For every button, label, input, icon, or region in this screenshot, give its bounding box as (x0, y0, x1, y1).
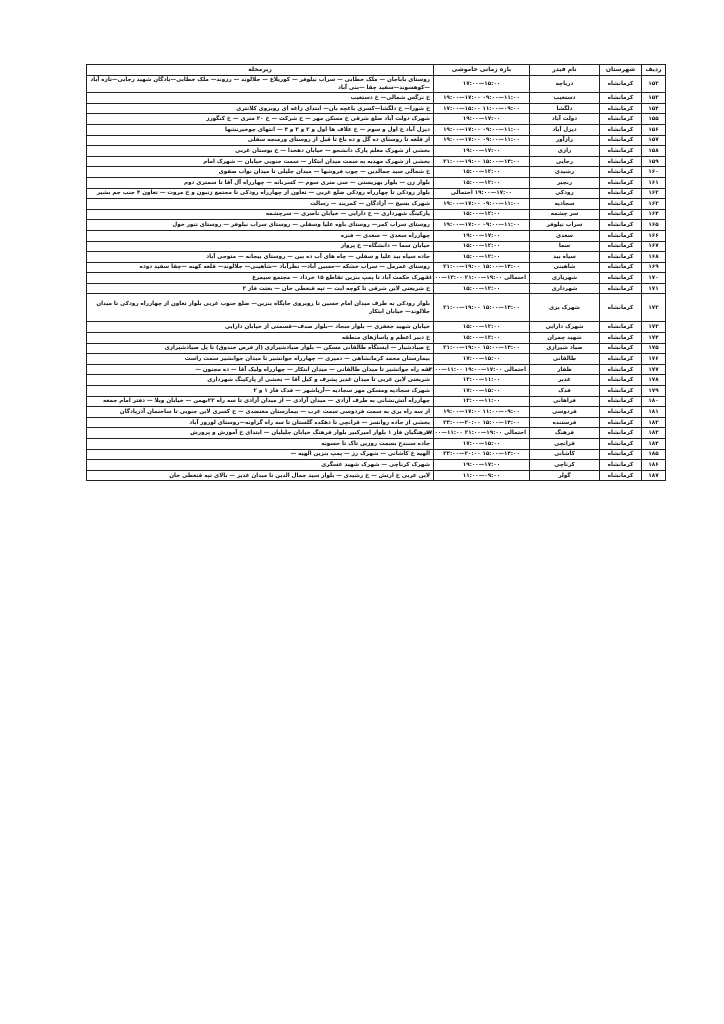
cell-city: کرمانشاه (600, 262, 642, 273)
cell-row-number: ۱۸۳ (642, 428, 666, 439)
cell-city: کرمانشاه (600, 343, 642, 354)
cell-time-range: ۱۲:۰۰—۱۵:۰۰ (434, 177, 530, 188)
cell-area: دیزل آباد خ اول و سوم — خ علاف ها اول و ۲ و ۳ و ۴ — انتهای چوخبرنشها (87, 124, 434, 135)
table-row (87, 103, 666, 114)
cell-area: شهرک سجادیه ومسکن مهر سجادیه —آریاشهر — فدک فاز ۱ و ۲ (87, 386, 434, 397)
cell-time-range: ۱۲:۰۰—۱۵:۰۰ (434, 167, 530, 178)
cell-time-range: ۰۹:۰۰—۱۱:۰۰ ۱۷:۰۰—۱۹:۰۰ (434, 407, 530, 418)
cell-city: کرمانشاه (600, 156, 642, 167)
cell-city: کرمانشاه (600, 209, 642, 220)
cell-time-range: ۱۱:۰۰—۰۹:۰۰ ۱۷:۰۰—۱۹:۰۰ (434, 220, 530, 231)
cell-time-range: ۱۷:۰۰—۱۹:۰۰ (434, 230, 530, 241)
table-row (87, 354, 666, 365)
table-row (87, 156, 666, 167)
cell-feeder: صیاد شیرازی (530, 343, 600, 354)
header-row-number: ردیف (642, 65, 666, 76)
cell-time-range: ۱۷:۰۰—۱۹:۰۰ (434, 114, 530, 125)
header-time-range: بازه زمانی خاموشی (434, 65, 530, 76)
cell-feeder: دلگشا (530, 103, 600, 114)
cell-city: کرمانشاه (600, 407, 642, 418)
cell-row-number: ۱۷۷ (642, 364, 666, 375)
cell-area: بخشی از شهرک معلم پارک دانشجو — خیابان دهخدا — خ بوستان غربی (87, 146, 434, 157)
cell-row-number: ۱۶۶ (642, 230, 666, 241)
cell-row-number: ۱۶۷ (642, 241, 666, 252)
cell-city: کرمانشاه (600, 396, 642, 407)
table-row (87, 220, 666, 231)
cell-city: کرمانشاه (600, 449, 642, 460)
cell-time-range: ۱۴:۰۰—۱۵:۰۰ ۱۹:۰۰—۲۱:۰۰ (434, 343, 530, 354)
cell-time-range: احتمالی ۱۷:۰۰—۱۹:۰۰ ۱۱:۰۰—۱۳:۰۰ (434, 364, 530, 375)
cell-feeder: دریاچه (530, 76, 600, 93)
cell-area: بخشی از شهرک مهدیه به سمت میدان ابتکار — سمت جنوبی خیابان — شهرک امام (87, 156, 434, 167)
table-row (87, 407, 666, 418)
cell-time-range: ۱۴:۰۰—۱۵:۰۰ ۲۰:۰۰—۲۳:۰۰ (434, 449, 530, 460)
cell-feeder: دستغیب (530, 93, 600, 104)
cell-row-number: ۱۷۴ (642, 333, 666, 344)
cell-row-number: ۱۸۶ (642, 460, 666, 471)
cell-time-range: ۰۹:۰۰—۱۱:۰۰ ۱۵:۰۰—۱۷:۰۰ (434, 103, 530, 114)
cell-feeder: شهرک دارایی (530, 322, 600, 333)
cell-feeder: ظفار (530, 364, 600, 375)
table-row (87, 470, 666, 481)
table-row (87, 135, 666, 146)
cell-feeder: رودکی (530, 188, 600, 199)
cell-feeder: شهید چمران (530, 333, 600, 344)
cell-time-range: ۱۱:۰۰—۱۳:۰۰ (434, 396, 530, 407)
table-row (87, 273, 666, 284)
cell-row-number: ۱۵۷ (642, 135, 666, 146)
cell-feeder: فرستنده (530, 417, 600, 428)
table-row (87, 417, 666, 428)
cell-time-range: ۱۵:۰۰—۱۷:۰۰ (434, 76, 530, 93)
cell-area: جاده سنندج بسمت روزین تاک تا حسونه (87, 439, 434, 450)
cell-feeder: شاهینی (530, 262, 600, 273)
cell-city: کرمانشاه (600, 167, 642, 178)
cell-time-range: ۱۵:۰۰—۱۷:۰۰ (434, 439, 530, 450)
table-row (87, 167, 666, 178)
cell-feeder: سما (530, 241, 600, 252)
cell-area: بیمارستان محمد کرمانشاهی — دمیری — چهارراه جوانشیر تا میدان جوانشیر سمت راست (87, 354, 434, 365)
cell-row-number: ۱۵۹ (642, 156, 666, 167)
cell-area: خ دبیر اعظم و پاساژهای منطقه (87, 333, 434, 344)
cell-area: بلوار رودکی به طرف میدان امام حسین تا روبروی جایگاه بنزین— ضلع جنوب غربی بلوار تعاون از چهارراه رودکی تا میدان جلالوند— خیابان ابتکار (87, 294, 434, 322)
cell-area: خ شمالی سید جمالدین — چوب فروشها — میدان جلیلی تا میدان نواب صفوی (87, 167, 434, 178)
cell-row-number: ۱۵۸ (642, 146, 666, 157)
cell-area: خ شریعتی لاین شرقی تا کوچه ایت — تپه قنعطی خان — بعثت فاز ۲ (87, 283, 434, 294)
cell-row-number: ۱۶۳ (642, 199, 666, 210)
cell-row-number: ۱۶۹ (642, 262, 666, 273)
cell-area: شهرک بسیج — آزادگان — کمربند — رسالت (87, 199, 434, 210)
cell-row-number: ۱۸۲ (642, 417, 666, 428)
cell-area: خ شورا— خ دلگشا—کسری باغچه بان— ابتدای زاغه ای روبروی کلانتری (87, 103, 434, 114)
cell-time-range: ۱۷:۰۰—۱۹:۰۰ (434, 460, 530, 471)
table-row (87, 146, 666, 157)
table-row (87, 364, 666, 375)
cell-row-number: ۱۷۵ (642, 343, 666, 354)
cell-city: کرمانشاه (600, 252, 642, 263)
header-feeder: نام فیدر (530, 65, 600, 76)
cell-feeder: قزانچی (530, 439, 600, 450)
cell-feeder: شهرک بزی (530, 294, 600, 322)
cell-feeder: شهریاری (530, 273, 600, 284)
cell-feeder: رازی (530, 146, 600, 157)
cell-time-range: احتمالی ۱۹:۰۰—۲۱:۰۰ ۱۳:۰۰—۱۱:۰۰ (434, 273, 530, 284)
cell-city: کرمانشاه (600, 188, 642, 199)
table-row (87, 76, 666, 93)
table-row (87, 294, 666, 322)
cell-time-range: ۱۴:۰۰—۱۵:۰۰ ۱۹:۰۰—۲۱:۰۰ (434, 156, 530, 167)
cell-city: کرمانشاه (600, 241, 642, 252)
cell-time-range: ۱۲:۰۰—۱۵:۰۰ (434, 209, 530, 220)
cell-city: کرمانشاه (600, 177, 642, 188)
cell-area: خ صیادشیار — ایستگاه طالقانی مسکن — بلوار صیادشیرازی (از فرص خندوق) تا پل صیادشیرازی (87, 343, 434, 354)
cell-area: بلوار زن — بلوار بهزیستی — سی متری سوم — کسرنانه — چهارراه آل آقا تا سمتری دوم (87, 177, 434, 188)
cell-feeder: سجادیه (530, 199, 600, 210)
header-area: زیرمحله (87, 65, 434, 76)
header-city: شهرستان (600, 65, 642, 76)
table-row (87, 230, 666, 241)
table-row (87, 241, 666, 252)
cell-area: پارکینگ شهرداری — خ دارایی — خیابان ناصری — سرچشمه (87, 209, 434, 220)
cell-feeder: رازآور (530, 135, 600, 146)
cell-city: کرمانشاه (600, 199, 642, 210)
cell-feeder: رشیدی (530, 167, 600, 178)
cell-area: خیابان شهید جعفری — بلوار سجاد —بلوار صدف—قسمتی از خیابان دارایی (87, 322, 434, 333)
cell-city: کرمانشاه (600, 273, 642, 284)
cell-area: شهرک کرناچی — شهرک شهید عسگری (87, 460, 434, 471)
cell-row-number: ۱۶۱ (642, 177, 666, 188)
cell-row-number: ۱۸۰ (642, 396, 666, 407)
cell-row-number: ۱۷۲ (642, 294, 666, 322)
cell-row-number: ۱۷۰ (642, 273, 666, 284)
cell-time-range: ۱۴:۰۰—۱۵:۰۰ ۲۰:۰۰—۲۳:۰۰ (434, 417, 530, 428)
cell-time-range: ۱۴:۰۰—۱۵:۰۰ ۱۹:۰۰—۲۱:۰۰ (434, 294, 530, 322)
cell-row-number: ۱۶۸ (642, 252, 666, 263)
table-row (87, 199, 666, 210)
cell-city: کرمانشاه (600, 386, 642, 397)
cell-feeder: دیزل آباد (530, 124, 600, 135)
cell-city: کرمانشاه (600, 76, 642, 93)
cell-city: کرمانشاه (600, 417, 642, 428)
cell-area: چهارراه آتش‌نشانی به طرف آزادی — میدان آزادی — از میدان آزادی تا سه راه ۲۲بهمن — خیابان ویلا — دفتر امام جمعه (87, 396, 434, 407)
cell-time-range: ۱۱:۰۰—۰۹:۰۰ ۱۷:۰۰—۱۹:۰۰ (434, 199, 530, 210)
table-row (87, 333, 666, 344)
cell-feeder: رجایی (530, 156, 600, 167)
cell-row-number: ۱۶۲ (642, 188, 666, 199)
cell-city: کرمانشاه (600, 103, 642, 114)
cell-area: چهارراه سعدی — سعدی — فنزه (87, 230, 434, 241)
cell-feeder: طالقانی (530, 354, 600, 365)
cell-area: بخشی از جاده روانسر — قزانچی تا دهکده گلستان تا سه راه گراونه—روستای لورور آباد (87, 417, 434, 428)
cell-city: کرمانشاه (600, 364, 642, 375)
cell-feeder: کرناچی (530, 460, 600, 471)
cell-row-number: ۱۵۲ (642, 76, 666, 93)
cell-row-number: ۱۷۹ (642, 386, 666, 397)
cell-area: خیابان سما — دانشگاه— خ پرواز (87, 241, 434, 252)
cell-city: کرمانشاه (600, 294, 642, 322)
cell-area: لاین غربی خ ارتش — خ رشیدی — بلوار سید جمال الدین تا میدان غدیر — بالای تپه قنعطی خان (87, 470, 434, 481)
cell-city: کرمانشاه (600, 439, 642, 450)
cell-row-number: ۱۶۰ (642, 167, 666, 178)
cell-city: کرمانشاه (600, 114, 642, 125)
cell-area: روستای باباجان — ملک خطابی — سراب نیلوفر — کوریلاغ — جلالوند — رزوند— ملک خطابی—بادگان شهید رجایی—تازه آباد—کوهسوند—سفید چقا —بنی آباد (87, 76, 434, 93)
cell-feeder: دولت آباد (530, 114, 600, 125)
cell-row-number: ۱۵۶ (642, 124, 666, 135)
cell-time-range: ۱۵:۰۰—۱۷:۰۰ (434, 354, 530, 365)
cell-time-range: ۱۱:۰۰—۱۳:۰۰ (434, 375, 530, 386)
cell-area: سه راه جوانشیر تا میدان طالقانی — میدان ابتکار — چهارراه ولیک آقا — ده مجنون — (87, 364, 434, 375)
cell-row-number: ۱۶۴ (642, 209, 666, 220)
table-row (87, 428, 666, 439)
cell-feeder: سراب نیلوفر (530, 220, 600, 231)
table-header-row (87, 65, 666, 76)
cell-row-number: ۱۸۵ (642, 449, 666, 460)
cell-feeder: فرهنگ (530, 428, 600, 439)
table-row (87, 375, 666, 386)
cell-area: شهرک دولت آباد ضلع شرقی خ مسکن مهر — خ شرکت — خ ۲۰ متری — خ کنگورز (87, 114, 434, 125)
cell-area: جاده سیاه بید علیا و سفلی — چاه های آب ده بین — روستای بیجانه — متوجی آباد (87, 252, 434, 263)
cell-area: فرهنگیان فاز ۱ بلوار امیرکبیر بلوار فرهنگ خیابان جلیلیان — ابتدای خ آموزش و پرورش (87, 428, 434, 439)
cell-area: روستای سراب کمر— روستای باوه علیا وسفلی — روستای سراب نیلوفر — روستای تنور خول (87, 220, 434, 231)
cell-time-range: ۱۱:۰۰—۰۹:۰۰ ۱۷:۰۰—۱۹:۰۰ (434, 93, 530, 104)
cell-row-number: ۱۸۴ (642, 439, 666, 450)
cell-city: کرمانشاه (600, 460, 642, 471)
cell-row-number: ۱۵۵ (642, 114, 666, 125)
cell-row-number: ۱۷۱ (642, 283, 666, 294)
cell-city: کرمانشاه (600, 230, 642, 241)
cell-city: کرمانشاه (600, 333, 642, 344)
blackout-schedule-table (86, 64, 666, 481)
cell-row-number: ۱۵۴ (642, 103, 666, 114)
cell-area: شهرک حکمت آباد تا پمپ بنزین تقاطع ۱۵ خرداد — مجتمع سیمرغ (87, 273, 434, 284)
cell-city: کرمانشاه (600, 354, 642, 365)
table-row (87, 460, 666, 471)
cell-city: کرمانشاه (600, 322, 642, 333)
table-row (87, 343, 666, 354)
cell-time-range: ۱۷:۰۰—۱۹:۰۰ احتمالی (434, 188, 530, 199)
cell-city: کرمانشاه (600, 375, 642, 386)
cell-feeder: کاشانی (530, 449, 600, 460)
table-row (87, 188, 666, 199)
cell-time-range: ۱۲:۰۰—۱۵:۰۰ (434, 241, 530, 252)
table-row (87, 386, 666, 397)
cell-area: الهیه خ کاشانی — شهرک رز — پمپ بنزین الهیه — (87, 449, 434, 460)
cell-row-number: ۱۸۷ (642, 470, 666, 481)
cell-feeder: فدک (530, 386, 600, 397)
cell-time-range: ۱۵:۰۰—۱۷:۰۰ (434, 386, 530, 397)
cell-city: کرمانشاه (600, 220, 642, 231)
cell-feeder: سر چشمه (530, 209, 600, 220)
cell-row-number: ۱۷۸ (642, 375, 666, 386)
table-row (87, 252, 666, 263)
cell-feeder: غدیر (530, 375, 600, 386)
cell-feeder: گولر (530, 470, 600, 481)
table-body (87, 76, 666, 481)
cell-row-number: ۱۷۶ (642, 354, 666, 365)
cell-area: شریعتی لاین غربی تا میدان غدیر پشرف و کیل آقا — بخشی از پارکینگ شهرداری (87, 375, 434, 386)
cell-area: خ نرگس شمالی— خ دستغیب (87, 93, 434, 104)
cell-feeder: رنجبر (530, 177, 600, 188)
cell-time-range: ۱۴:۰۰—۱۵:۰۰ ۱۹:۰۰—۲۱:۰۰ (434, 262, 530, 273)
cell-city: کرمانشاه (600, 135, 642, 146)
cell-feeder: سعدی (530, 230, 600, 241)
table-row (87, 449, 666, 460)
cell-time-range: ۱۱:۰۰—۰۹:۰۰ ۱۷:۰۰—۱۹:۰۰ (434, 135, 530, 146)
cell-time-range: ۱۲:۰۰—۱۵:۰۰ (434, 333, 530, 344)
cell-city: کرمانشاه (600, 124, 642, 135)
cell-area: روستای غمرمل — سراب خشکه —حسین آباد— نظرآباد —شاهینی— جلالوند— قلعه کهنه —چقا سفید دوده (87, 262, 434, 273)
cell-time-range: ۰۹:۰۰—۱۱:۰۰ (434, 470, 530, 481)
table-row (87, 283, 666, 294)
cell-city: کرمانشاه (600, 428, 642, 439)
table-row (87, 322, 666, 333)
cell-feeder: فردوسی (530, 407, 600, 418)
table-row (87, 93, 666, 104)
cell-row-number: ۱۷۳ (642, 322, 666, 333)
cell-time-range: ۱۲:۰۰—۱۵:۰۰ (434, 252, 530, 263)
table-row (87, 396, 666, 407)
cell-area: از قلعه تا روستای ده گل و ده باغ تا قبل از روستای ورمنجه سفلی (87, 135, 434, 146)
table-row (87, 439, 666, 450)
cell-city: کرمانشاه (600, 146, 642, 157)
table-row (87, 114, 666, 125)
cell-time-range: ۱۲:۰۰—۱۵:۰۰ (434, 283, 530, 294)
cell-time-range: ۱۲:۰۰—۱۵:۰۰ (434, 322, 530, 333)
cell-feeder: سیاه بید (530, 252, 600, 263)
table-row (87, 262, 666, 273)
cell-row-number: ۱۸۱ (642, 407, 666, 418)
cell-feeder: شهرداری (530, 283, 600, 294)
cell-time-range: ۱۱:۰۰—۰۹:۰۰ ۱۷:۰۰—۱۹:۰۰ (434, 124, 530, 135)
cell-feeder: فراهانی (530, 396, 600, 407)
cell-area: از سه راه بری به سمت فردوسی سمت غرب — بیمارستان معتضدی — خ کسری لاین جنوبی تا ساختمان آذرپادگان (87, 407, 434, 418)
cell-area: بلوار رودکی تا چهارراه رودکی ضلع غربی — تعاون از چهارراه رودکی تا مجتمع زنبون و خ مروت — تعاون ۴ جنب جم بشیر (87, 188, 434, 199)
table-row (87, 209, 666, 220)
cell-city: کرمانشاه (600, 470, 642, 481)
cell-row-number: ۱۵۳ (642, 93, 666, 104)
cell-row-number: ۱۶۵ (642, 220, 666, 231)
table-row (87, 177, 666, 188)
cell-city: کرمانشاه (600, 283, 642, 294)
cell-time-range: احتمالی ۱۹:۰۰—۲۱:۰۰ ۱۱:۰۰—۱۷:۰۰ (434, 428, 530, 439)
cell-time-range: ۱۷:۰۰—۱۹:۰۰ (434, 146, 530, 157)
cell-city: کرمانشاه (600, 93, 642, 104)
table-row (87, 124, 666, 135)
